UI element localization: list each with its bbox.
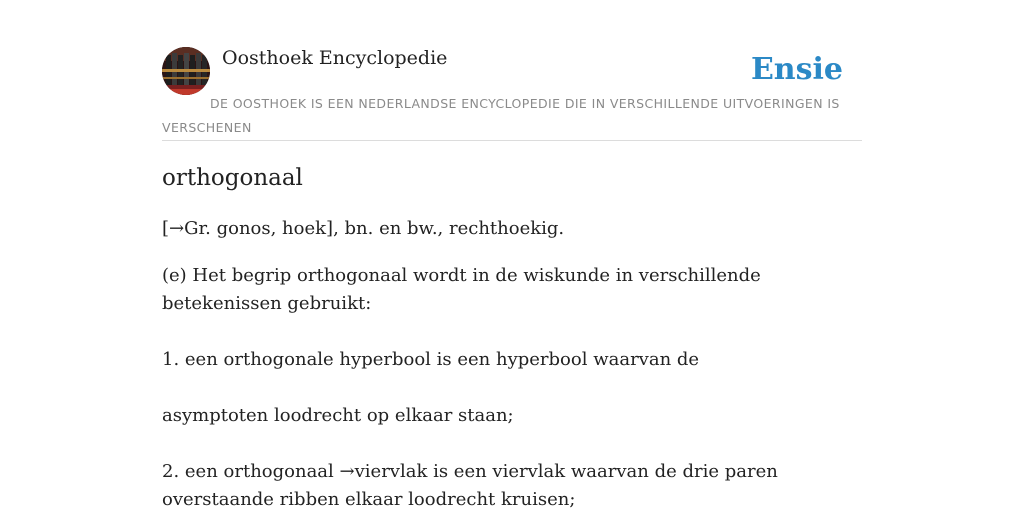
open-bracket: [ — [162, 218, 170, 239]
definition-line-3 — [162, 458, 862, 512]
brand-logo-link[interactable]: Ensie — [750, 52, 843, 87]
etymology-link[interactable]: Gr. — [184, 218, 211, 239]
definition-line-1: 1. een orthogonale hyperbool is een hyperbool waarvan de — [162, 349, 700, 370]
definition-line-2: asymptoten loodrecht op elkaar staan; — [162, 405, 514, 426]
entry-title: orthogonaal — [162, 165, 303, 191]
etymology-line — [162, 215, 862, 243]
arrow-icon: → — [339, 461, 355, 482]
viervlak-link[interactable]: viervlak — [354, 461, 428, 482]
definition-line-3-start: 2. een orthogonaal — [162, 461, 340, 482]
definition-line-3-end: is een viervlak waarvan de drie paren overstaande ribben elkaar loodrecht kruisen; — [162, 461, 778, 510]
entry-content — [162, 160, 862, 512]
site-title-link[interactable]: Oosthoek Encyclopedie — [222, 47, 448, 69]
etymology-text: gonos, hoek], bn. en bw., rechthoekig. — [210, 218, 565, 239]
arrow-icon: → — [169, 218, 185, 239]
site-subtitle: DE OOSTHOEK IS EEN NEDERLANDSE ENCYCLOPEDIE DIE IN VERSCHILLENDE UITVOERINGEN IS VERSCHENEN — [162, 96, 840, 135]
site-header — [162, 46, 862, 141]
intro-paragraph: (e) Het begrip orthogonaal wordt in de wiskunde in verschillende betekenissen gebruikt: — [162, 265, 761, 314]
bookshelf-avatar-icon[interactable] — [162, 47, 210, 95]
